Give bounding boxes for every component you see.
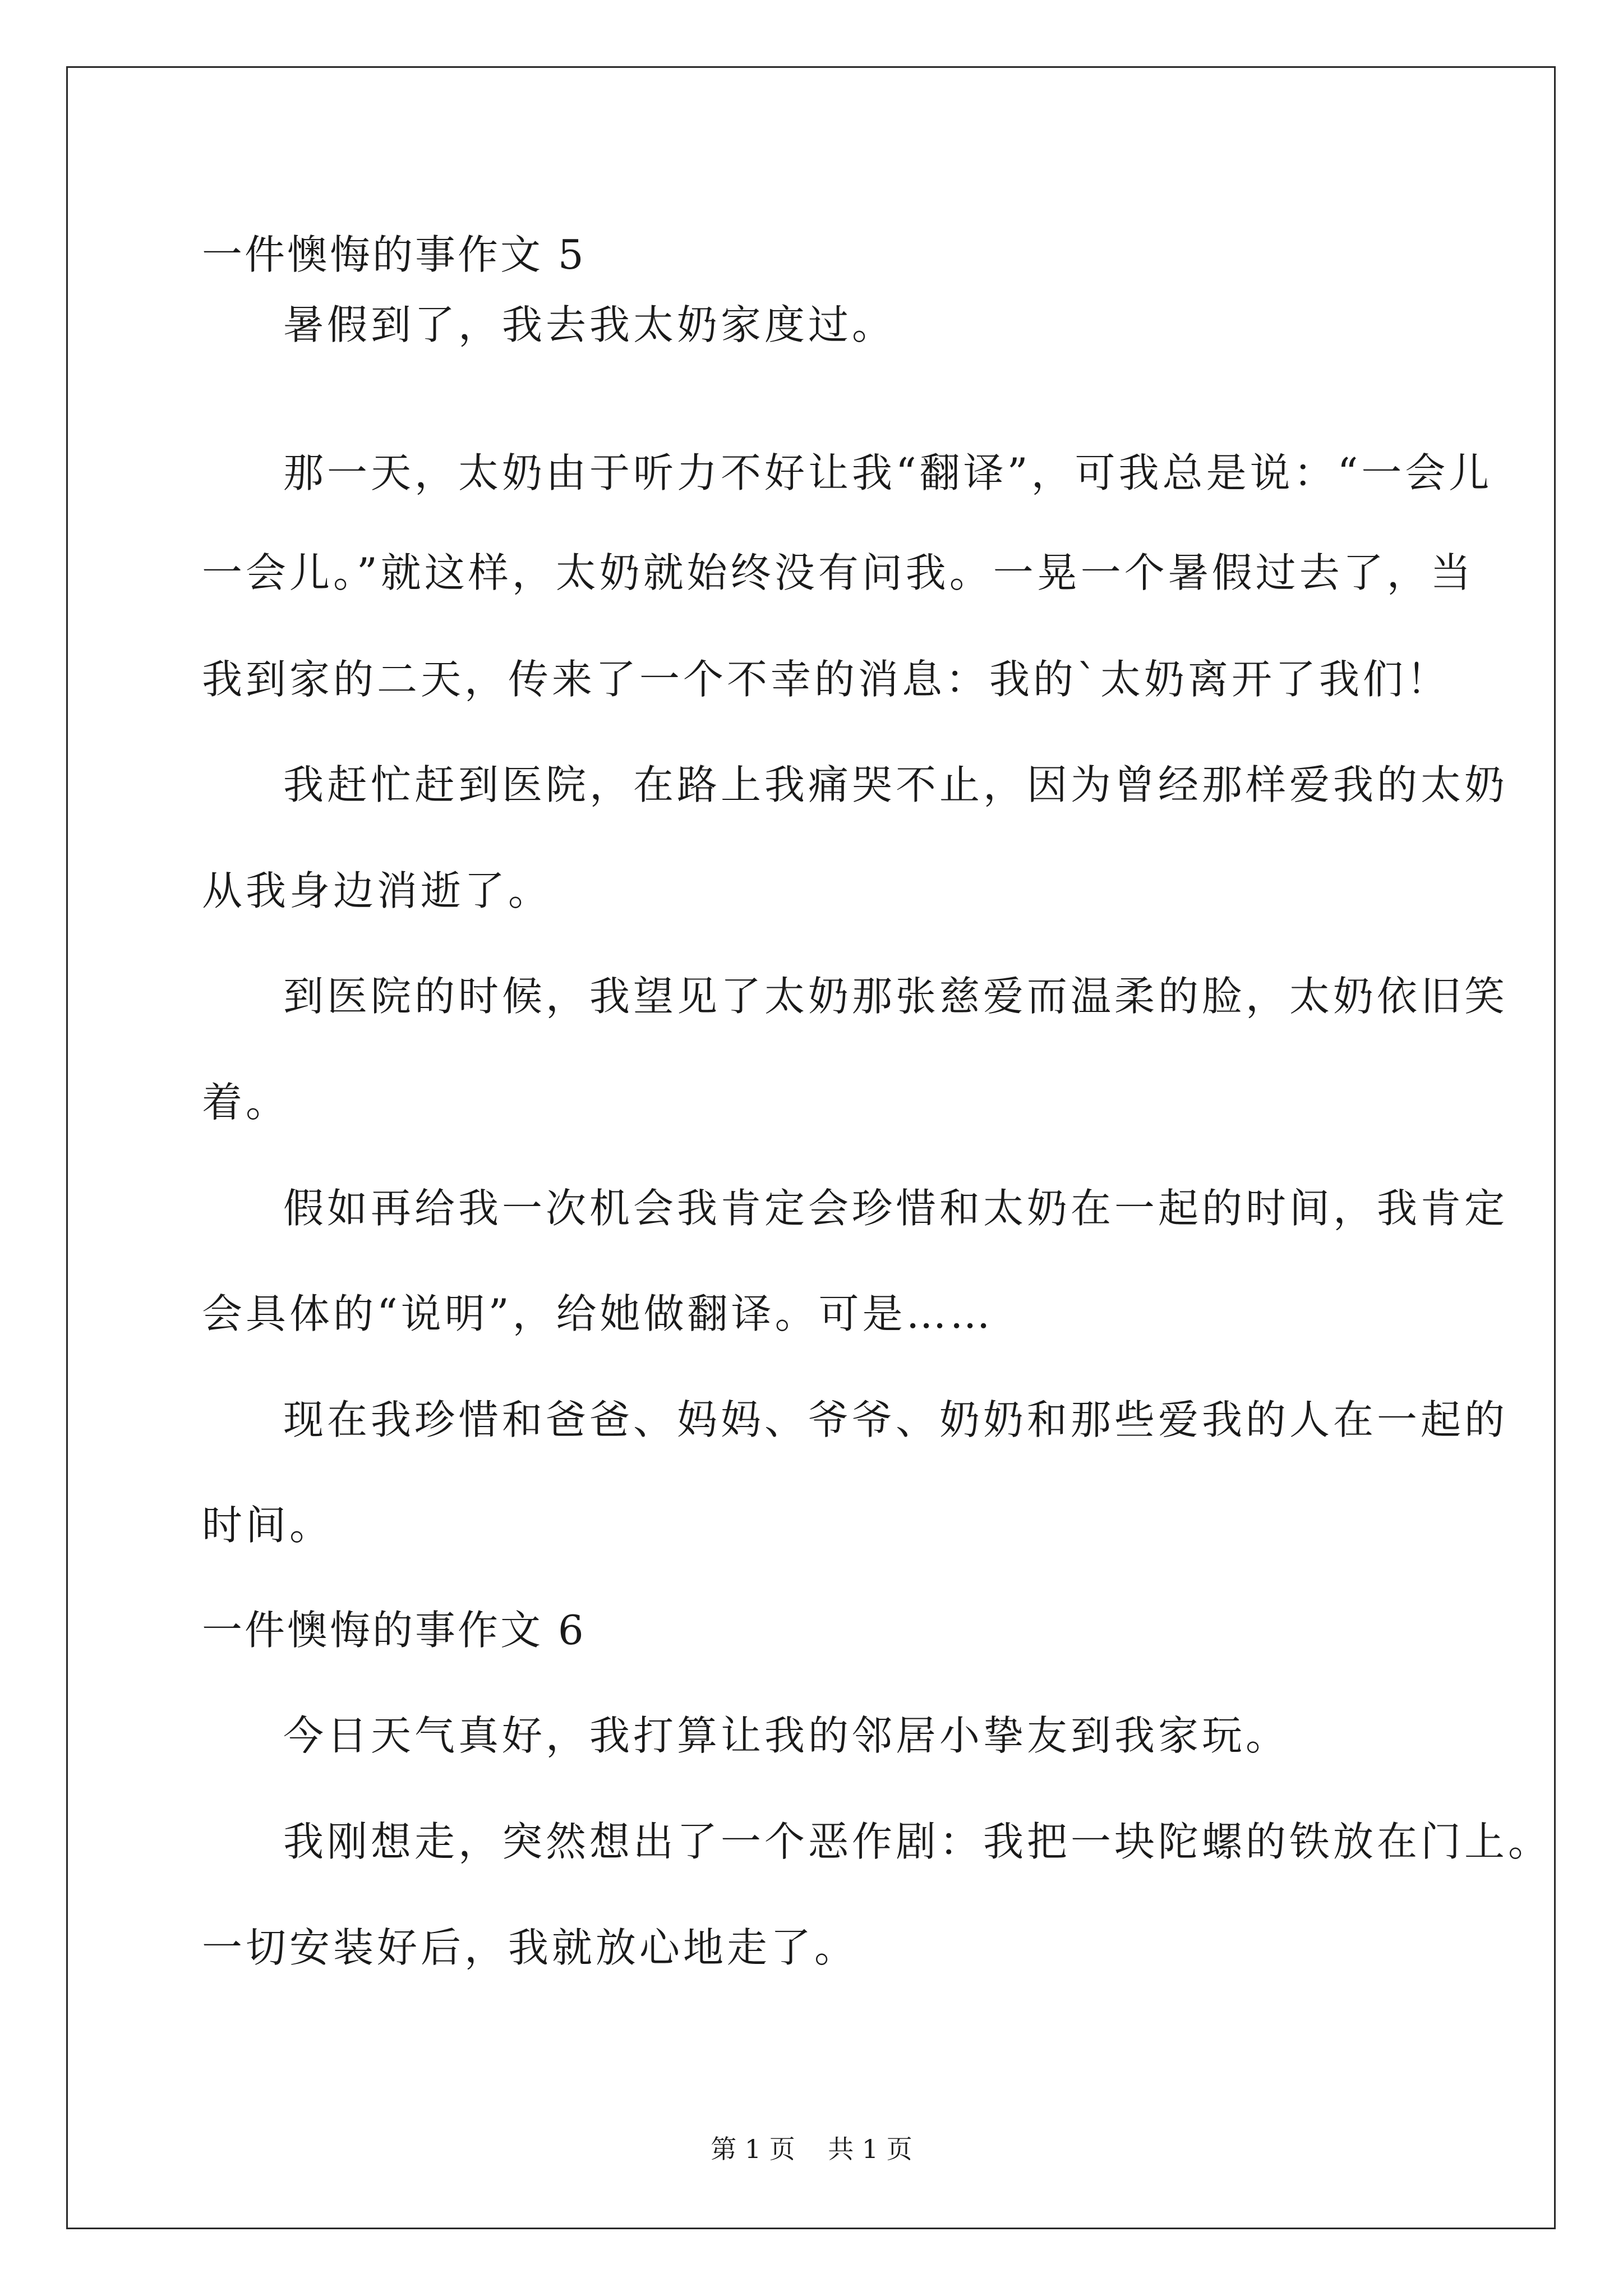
- paragraph-line: 现在我珍惜和爸爸、妈妈、爷爷、奶奶和那些爱我的人在一起的: [283, 1396, 1509, 1443]
- paragraph-line: 会具体的“说明”，给她做翻译。可是……: [202, 1290, 994, 1337]
- paragraph-line: 一会儿。”就这样，太奶就始终没有问我。一晃一个暑假过去了，当: [202, 549, 1474, 596]
- paragraph-line: 那一天，太奶由于听力不好让我“翻译”，可我总是说：“一会儿: [283, 449, 1493, 496]
- paragraph-line: 到医院的时候，我望见了太奶那张慈爱而温柔的脸，太奶依旧笑: [283, 973, 1509, 1020]
- page-border: [66, 66, 1556, 2229]
- paragraph-line: 假如再给我一次机会我肯定会珍惜和太奶在一起的时间，我肯定: [283, 1185, 1509, 1232]
- paragraph-line: 我刚想走，突然想出了一个恶作剧：我把一块陀螺的铁放在门上。: [283, 1818, 1552, 1865]
- paragraph-line: 时间。: [202, 1502, 334, 1549]
- essay-title-6: 一件懊悔的事作文 6: [202, 1607, 586, 1654]
- paragraph-line: 从我身边消逝了。: [202, 867, 552, 914]
- paragraph-line: 着。: [202, 1079, 290, 1126]
- page-number-footer: 第 1 页 共 1 页: [711, 2134, 912, 2164]
- paragraph-line: 我到家的二天，传来了一个不幸的消息：我的`太奶离开了我们！: [202, 656, 1451, 703]
- paragraph-line: 我赶忙赶到医院，在路上我痛哭不止，因为曾经那样爱我的太奶: [283, 761, 1509, 808]
- essay-title-5: 一件懊悔的事作文 5: [202, 231, 586, 278]
- paragraph-line: 暑假到了，我去我太奶家度过。: [283, 301, 896, 348]
- paragraph-line: 今日天气真好，我打算让我的邻居小挚友到我家玩。: [283, 1712, 1290, 1759]
- paragraph-line: 一切安装好后，我就放心地走了。: [202, 1924, 859, 1971]
